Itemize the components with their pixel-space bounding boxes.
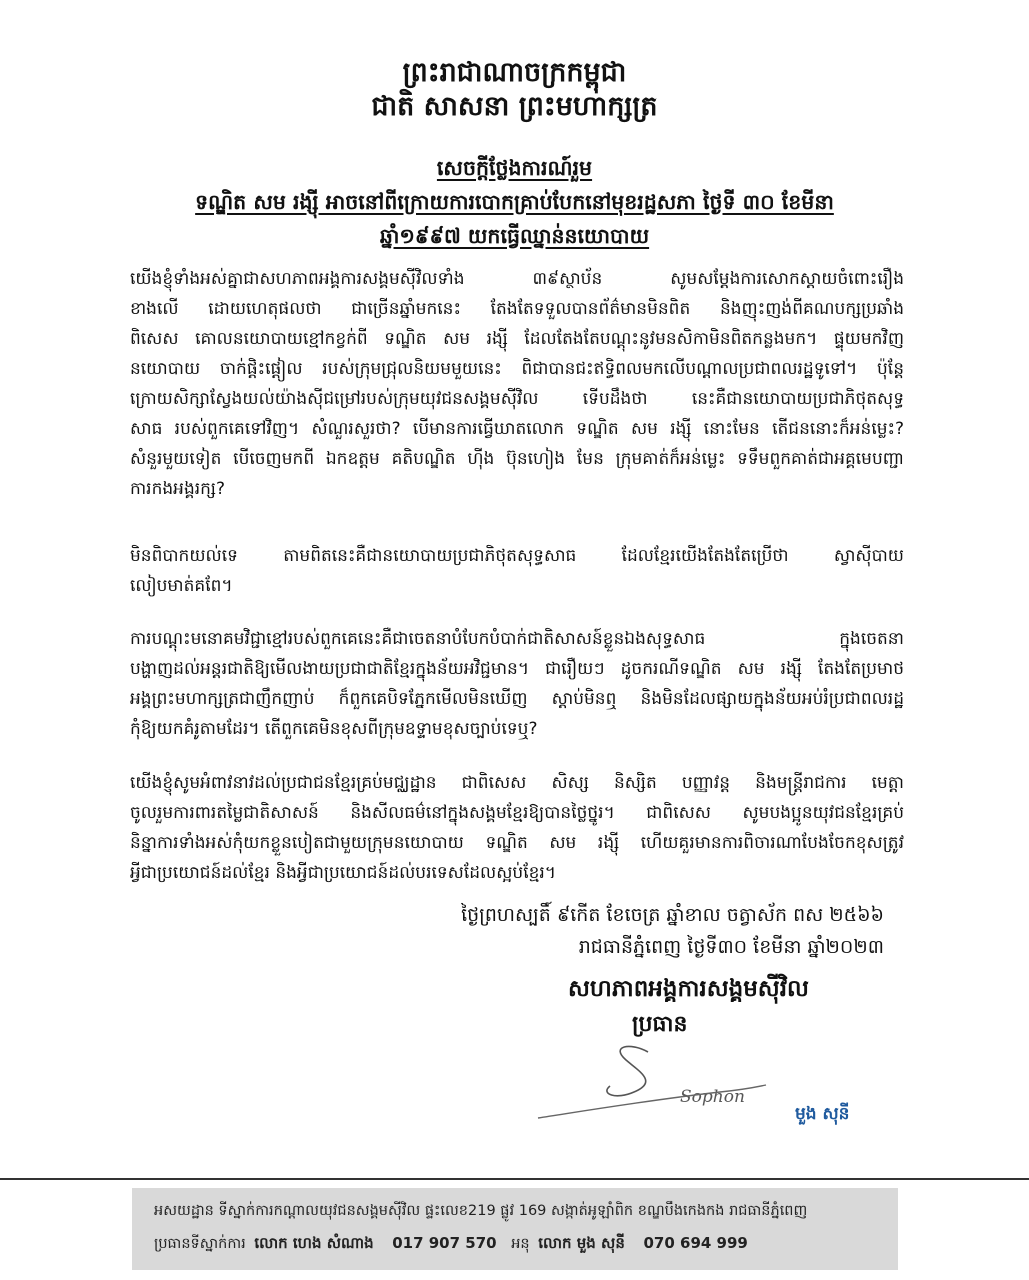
- body-line: ពិសេស គោលនយោបាយខ្មៅកខ្វក់ពី ទណ្ឌិត សម រង្ស៊ី ដែលតែងតែបណ្តុះនូវមនសិកាមិនពិតកន្លងមក។ ផ្ទុយមកវិញ: [130, 329, 904, 349]
- body-line: យើងខ្ញុំទាំងអស់គ្នាជាសហភាពអង្គការសង្គមស៊ីវិលទាំង ៣៩ស្ថាប័ន សូមសម្តែងការសោកស្តាយចំពោះរឿង: [130, 269, 904, 289]
- organization-name: សហភាពអង្គការសង្គមស៊ីវិល: [568, 976, 809, 1002]
- signature-scribble: Sophon: [680, 1087, 745, 1107]
- footer-address: អសយដ្ឋាន ទីស្នាក់ការកណ្តាលយុវជនសង្គមស៊ីវិល ផ្ទះលេខ219 ផ្លូវ 169 សង្កាត់អូឡាំពិក ខណ្ឌបឹងកេងកង រាជធានីភ្នំពេញ: [154, 1203, 808, 1219]
- title-line-1: សេចក្តីថ្លែងការណ៍រួម: [436, 156, 593, 180]
- title-line-2: ទណ្ឌិត សម រង្ស៊ី អាចនៅពីក្រោយការបោកគ្រាប់បែកនៅមុខរដ្ឋសភា ថ្ងៃទី ៣០ ខែមីនា: [195, 190, 834, 214]
- body-line: យើងខ្ញុំសូមអំពាវនាវដល់ប្រជាជនខ្មែរគ្រប់មជ្ឈដ្ឋាន ជាពិសេស សិស្ស និស្សិត បញ្ញាវន្ត និងមន្ត្រីរាជការ មេត្តា: [130, 773, 904, 793]
- contact-phone: 017 907 570: [392, 1234, 497, 1252]
- kingdom-title: ព្រះរាជាណាចក្រកម្ពុជា: [402, 57, 627, 88]
- body-line: ក្រោយសិក្សាស្វែងយល់យ៉ាងស៊ីជម្រៅរបស់ក្រុមយុវជនសង្គមស៊ីវិល ទើបដឹងថា នេះគឺជានយោបាយប្រជាភិថុតសុទ្ធ: [130, 389, 904, 409]
- title-line-3: ឆ្នាំ១៩៩៧ យកធ្វើឈ្នាន់នយោបាយ: [379, 224, 650, 248]
- body-line: ការកងអង្គរក្ស?: [130, 479, 226, 499]
- handwritten-signature: [530, 1030, 790, 1125]
- body-line: សាធ របស់ពួកគេទៅវិញ។ សំណួរសួរថា? បើមានការធ្វើឃាតលោក ទណ្ឌិត សម រង្ស៊ី នោះមែន តើជននោះក៏អន់ម្លេះ?: [130, 419, 904, 439]
- body-line: ការបណ្តុះមនោគមវិជ្ជាខ្មៅរបស់ពួកគេនេះគឺជាចេតនាបំបែកបំបាក់ជាតិសាសន៍ខ្លួនឯងសុទ្ធសាធ ក្នុងចេតនា: [130, 629, 904, 649]
- body-line: អង្គព្រះមហាក្សត្រជាញឹកញាប់ ក៏ពួកគេបិទភ្នែកមើលមិនឃើញ ស្តាប់មិនឮ និងមិនដែលផ្សាយក្នុងន័យអប់រំប្រជាពលរដ្ឋ: [130, 689, 904, 709]
- lunar-date: ថ្ងៃព្រហស្បតិ៍ ៩កើត ខែចេត្រ ឆ្នាំខាល ចត្វាស័ក ពស ២៥៦៦: [461, 904, 884, 926]
- deputy-label: អនុ: [511, 1236, 530, 1252]
- contact-label: ប្រធានទីស្នាក់ការ: [154, 1236, 246, 1252]
- body-line: និន្នាការទាំងអស់កុំយកខ្លួនបៀតជាមួយក្រុមនយោបាយ ទណ្ឌិត សម រង្ស៊ី ហើយគួរមានការពិចារណាបែងចែកខុសត្រូវ: [130, 833, 904, 853]
- body-line: មិនពិបាកយល់ទេ តាមពិតនេះគឺជានយោបាយប្រជាភិថុតសុទ្ធសាធ ដែលខ្មែរយើងតែងតែប្រើថា ស្វាស៊ីបាយ: [130, 546, 904, 566]
- footer-contacts: [154, 1234, 758, 1256]
- deputy-phone: 070 694 999: [643, 1234, 748, 1252]
- body-line: កុំឱ្យយកគំរូតាមដែរ។ តើពួកគេមិនខុសពីក្រុមឧទ្ទាមខុសច្បាប់ទេឬ?: [130, 719, 538, 739]
- contact-name: លោក ហេង សំណាង: [254, 1234, 374, 1252]
- signer-name: មួង សុនី: [795, 1104, 850, 1124]
- body-line: នយោបាយ ចាក់ផ្តិះផ្តៀល របស់ក្រុមជ្រុលនិយមមួយនេះ ពិជាបានជះឥទ្ធិពលមកលើបណ្តាលប្រជាពលរដ្ឋទូទៅ។ ប៉ុន្តែ: [130, 359, 904, 379]
- body-line: បង្ហាញដល់អន្តរជាតិឱ្យមើលងាយប្រជាជាតិខ្មែរក្នុងន័យអវិជ្ជមាន។ ជារឿយៗ ដូចករណីទណ្ឌិត សម រង្ស៊ី តែងតែប្រមាថ: [130, 659, 904, 679]
- body-line: ចូលរួមការពារតម្លៃជាតិសាសន៍ និងសីលធម៌នៅក្នុងសង្គមខ្មែរឱ្យបានថ្លៃថ្នូរ។ ជាពិសេស សូមបងប្អូនយុវជនខ្មែរគ្រប់: [130, 803, 904, 823]
- place-date: រាជធានីភ្នំពេញ ថ្ងៃទី៣០ ខែមីនា ឆ្នាំ២០២៣: [578, 936, 884, 958]
- position-title: ប្រធាន: [632, 1012, 688, 1037]
- deputy-name: លោក មួង សុនី: [538, 1234, 625, 1252]
- body-line: អ្វីជាប្រយោជន៍ដល់ខ្មែរ និងអ្វីជាប្រយោជន៍ដល់បរទេសដែលស្អប់ខ្មែរ។: [130, 863, 557, 883]
- national-motto: ជាតិ សាសនា ព្រះមហាក្សត្រ: [371, 91, 658, 122]
- body-line: លៀបមាត់គពែ។: [130, 576, 233, 596]
- body-line: សំនួរមួយទៀត បើចេញមកពី ឯកឧត្តម គតិបណ្ឌិត ហ៊ីង ប៊ុនហៀង មែន ក្រុមគាត់ក៏អន់ម្លេះ ទទឹមពួកគាត់ជាអគ្គមេបញ្ជា: [130, 449, 904, 469]
- body-line: ខាងលើ ដោយហេតុផលថា ជាច្រើនឆ្នាំមកនេះ តែងតែទទួលបានព័ត៌មានមិនពិត និងញុះញង់ពីគណបក្សប្រឆាំង: [130, 299, 904, 319]
- footer-divider: [0, 1178, 1029, 1180]
- footer: [132, 1188, 898, 1270]
